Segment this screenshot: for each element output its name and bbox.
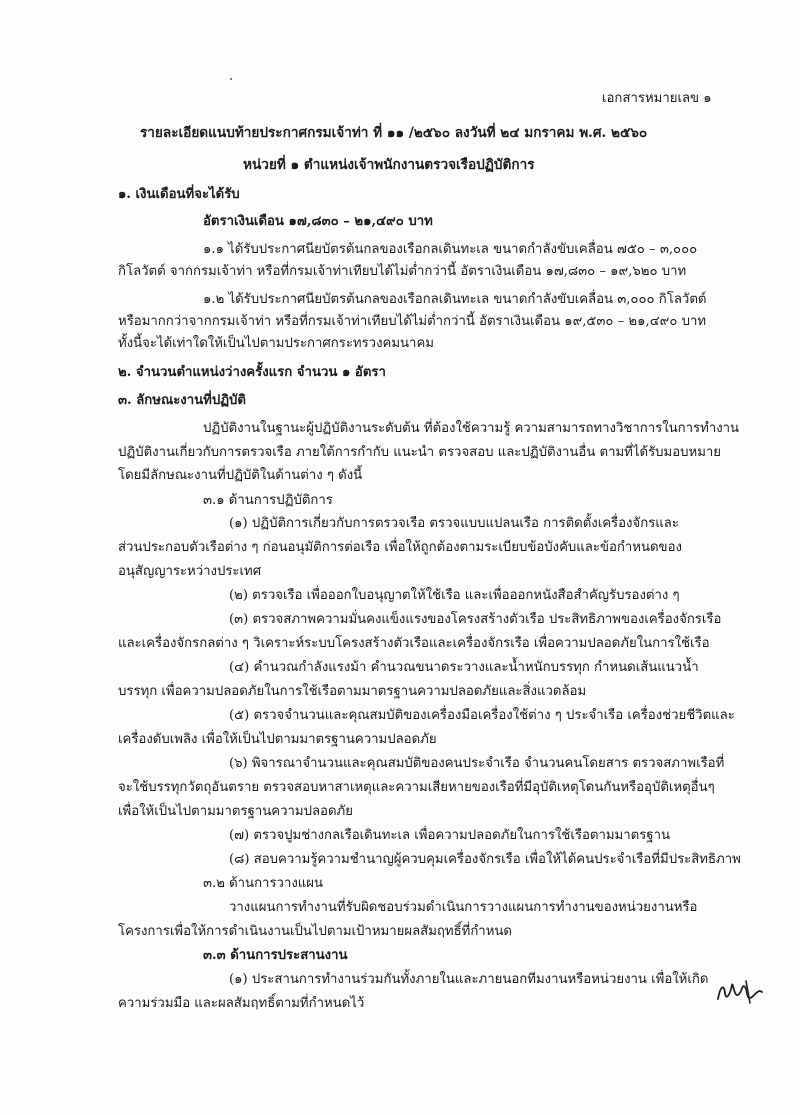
item-3-1-5-line-1: (๕) ตรวจจำนวนและคุณสมบัติของเครื่องมือเครื่องใช้ต่าง ๆ ประจำเรือ เครื่องช่วยชีวิตและ [229,708,735,723]
item-3-1-6-line-3: เพื่อให้เป็นไปตามมาตรฐานความปลอดภัย [118,804,353,819]
item-3-1-1-line-2: ส่วนประกอบตัวเรือต่าง ๆ ก่อนอนุมัติการต่อเรือ เพื่อให้ถูกต้องตามระเบียบข้อบังคับและข้อกำหนดของ [118,540,682,555]
unit-title: หน่วยที่ ๑ ตำแหน่งเจ้าพนักงานตรวจเรือปฏิบัติการ [243,157,535,173]
section-3-intro-line-3: โดยมีลักษณะงานที่ปฏิบัติในด้านต่าง ๆ ดังนี้ [118,468,363,483]
item-1-1-line-2: กิโลวัตต์ จากกรมเจ้าท่า หรือที่กรมเจ้าท่าเทียบได้ไม่ต่ำกว่านี้ อัตราเงินเดือน ๑๗,๘๓๐ – ๑๙,๖๒๐ บาท [118,264,687,279]
document-reference: เอกสารหมายเลข ๑ [602,91,712,106]
item-3-1-1-line-3: อนุสัญญาระหว่างประเทศ [118,564,262,579]
item-1-2-line-3: ทั้งนี้จะได้เท่าใดให้เป็นไปตามประกาศกระทรวงคมนาคม [118,336,434,351]
subsection-3-1-heading: ๓.๑ ด้านการปฏิบัติการ [203,493,333,508]
section-3-intro-line-2: ปฏิบัติงานเกี่ยวกับการตรวจเรือ ภายใต้การกำกับ แนะนำ ตรวจสอบ และปฏิบัติงานอื่น ตามที่ได้รับมอบหมาย [118,445,722,460]
item-3-1-8-line-1: (๘) สอบความรู้ความชำนาญผู้ควบคุมเครื่องจักรเรือ เพื่อให้ได้คนประจำเรือที่มีประสิทธิภาพ [229,852,741,867]
item-3-1-7-line-1: (๗) ตรวจปูมช่างกลเรือเดินทะเล เพื่อความปลอดภัยในการใช้เรือตามมาตรฐาน [229,828,670,843]
item-1-2-line-1: ๑.๒ ได้รับประกาศนียบัตรต้นกลของเรือกลเดินทะเล ขนาดกำลังขับเคลื่อน ๓,๐๐๐ กิโลวัตต์ [203,292,707,307]
coordination-line-2: ความร่วมมือ และผลสัมฤทธิ์ตามที่กำหนดไว้ [118,996,365,1011]
subsection-3-2-heading: ๓.๒ ด้านการวางแผน [203,876,324,891]
item-3-1-2-line-1: (๒) ตรวจเรือ เพื่อออกใบอนุญาตให้ใช้เรือ และเพื่อออกหนังสือสำคัญรับรองต่าง ๆ [229,588,680,603]
planning-line-2: โครงการเพื่อให้การดำเนินงานเป็นไปตามเป้าหมายผลสัมฤทธิ์ที่กำหนด [118,924,512,939]
salary-rate: อัตราเงินเดือน ๑๗,๘๓๐ – ๒๑,๔๙๐ บาท [203,214,433,229]
item-1-1-line-1: ๑.๑ ได้รับประกาศนียบัตรต้นกลของเรือกลเดินทะเล ขนาดกำลังขับเคลื่อน ๗๕๐ – ๓,๐๐๐ [203,242,698,257]
item-3-1-3-line-2: และเครื่องจักรกลต่าง ๆ วิเคราะห์ระบบโครงสร้างตัวเรือและเครื่องจักรเรือ เพื่อความปลอดภัยในการใช้เรือ [118,636,710,651]
section-3-heading: ๓. ลักษณะงานที่ปฏิบัติ [118,393,246,408]
scan-speck [230,78,232,80]
document-title: รายละเอียดแนบท้ายประกาศกรมเจ้าท่า ที่ ๑๑ /๒๕๖๐ ลงวันที่ ๒๔ มกราคม พ.ศ. ๒๕๖๐ [140,125,648,141]
item-3-1-3-line-1: (๓) ตรวจสภาพความมั่นคงแข็งแรงของโครงสร้างตัวเรือ ประสิทธิภาพของเครื่องจักรเรือ [229,612,722,627]
item-3-1-4-line-2: บรรทุก เพื่อความปลอดภัยในการใช้เรือตามมาตรฐานความปลอดภัยและสิ่งแวดล้อม [118,684,587,699]
item-3-1-6-line-2: จะใช้บรรทุกวัตถุอันตราย ตรวจสอบหาสาเหตุและความเสียหายของเรือที่มีอุบัติเหตุโดนกันหรืออุบัติเหตุอื่นๆ [118,780,715,795]
item-1-2-line-2: หรือมากกว่าจากกรมเจ้าท่า หรือที่กรมเจ้าท่าเทียบได้ไม่ต่ำกว่านี้ อัตราเงินเดือน ๑๙,๕๓๐ – ๒๑,๔๙๐ บาท [118,314,707,329]
item-3-1-1-line-1: (๑) ปฏิบัติการเกี่ยวกับการตรวจเรือ ตรวจแบบแปลนเรือ การติดตั้งเครื่องจักรและ [229,516,679,531]
item-3-1-6-line-1: (๖) พิจารณาจำนวนและคุณสมบัติของคนประจำเรือ จำนวนคนโดยสาร ตรวจสภาพเรือที่ [229,756,725,771]
handwritten-initials [712,975,768,1007]
coordination-line-1: (๑) ประสานการทำงานร่วมกันทั้งภายในและภายนอกทีมงานหรือหน่วยงาน เพื่อให้เกิด [229,972,709,987]
section-3-intro-line-1: ปฏิบัติงานในฐานะผู้ปฏิบัติงานระดับต้น ที่ต้องใช้ความรู้ ความสามารถทางวิชาการในการทำงาน [203,421,740,436]
section-2-heading: ๒. จำนวนตำแหน่งว่างครั้งแรก จำนวน ๑ อัตรา [118,365,386,380]
item-3-1-4-line-1: (๔) คำนวณกำลังแรงม้า คำนวณขนาดระวางและน้ำหนักบรรทุก กำหนดเส้นแนวน้ำ [229,660,699,675]
subsection-3-3-heading: ๓.๓ ด้านการประสานงาน [203,948,348,963]
item-3-1-5-line-2: เครื่องดับเพลิง เพื่อให้เป็นไปตามมาตรฐานความปลอดภัย [118,732,437,747]
section-1-heading: ๑. เงินเดือนที่จะได้รับ [118,187,240,202]
planning-line-1: วางแผนการทำงานที่รับผิดชอบร่วมดำเนินการวางแผนการทำงานของหน่วยงานหรือ [229,900,698,915]
